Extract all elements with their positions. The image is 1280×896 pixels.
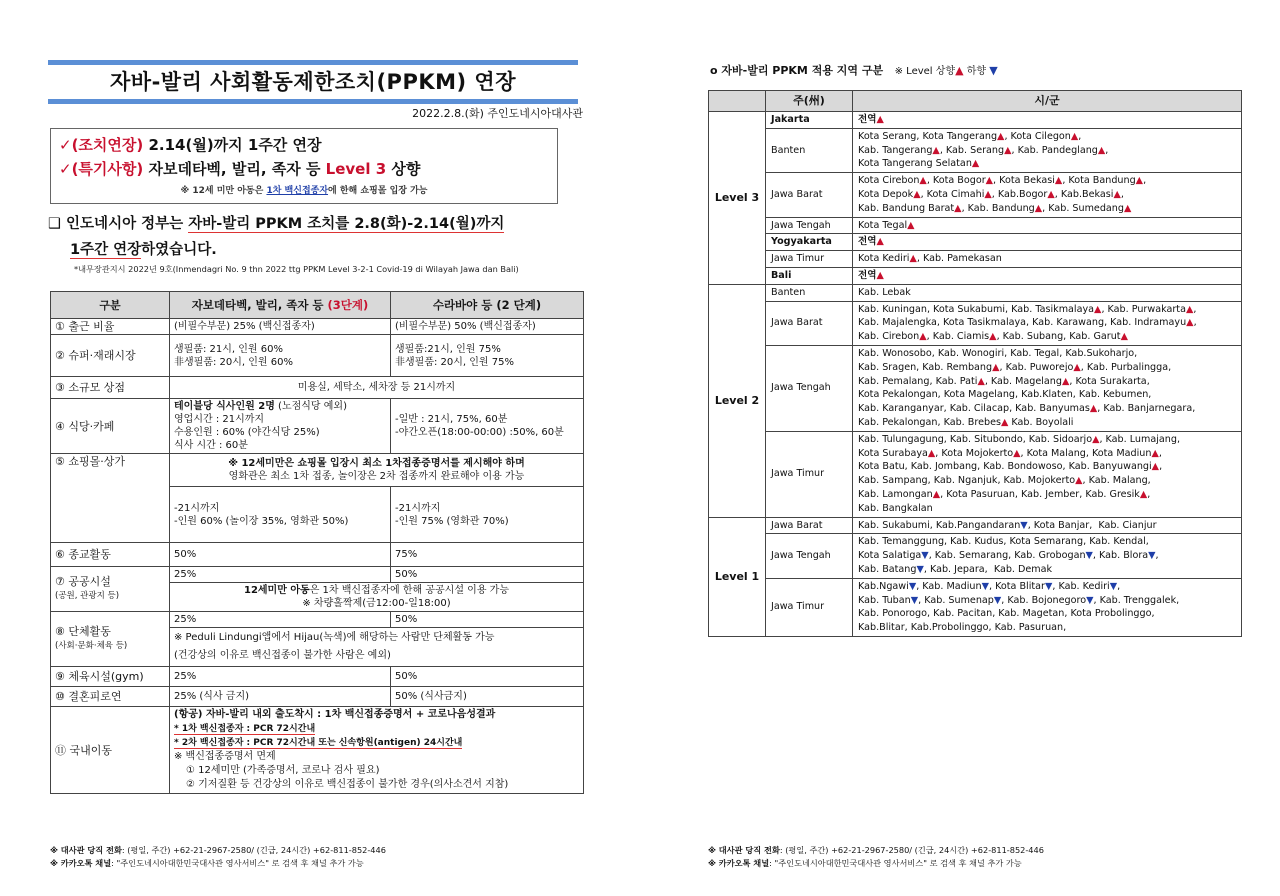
header-city: 시/군 [853,91,1242,112]
row7-n1b: 12세미만 아동 [243,585,310,596]
row2-a2: 非생필품: 20시, 인원 60% [174,356,293,368]
cities-jateng-2: Kab. Wonosobo, Kab. Wonogiri, Kab. Tegal, Kab.Sukoharjo, Kab. Sragen, Kab. Rembang▲, Kab. Puworejo▲, Kab. Purbalingga, Kab. Pemalang, Kab. Pati▲, Kab. Magelang▲, Kota Surakarta, Kota Pekalongan, Kota Magelang, Kab.Klaten, Kab. Kebumen, Kab. Karanganyar, Kab. Cilacap, Kab. Banyumas▲, Kab. Banjarnegara, Kab. Pekalongan, Kab. Brebes▲ Kab. Boyolali [853,345,1242,431]
row-cat-5: ⑤ 쇼핑몰·상가 [51,454,170,543]
row4-b [391,399,584,454]
right-page [708,0,1242,896]
table-row [51,567,584,583]
reference-note: *내무장관지시 2022년 9호(Inmendagri No. 9 thn 2022 ttg PPKM Level 3-2-1 Covid-19 di Wilayah Jawa dan Bali) [74,264,519,274]
left-footer [50,844,386,870]
up-arrow-icon: ▲ [955,64,964,77]
intro-underlined-2: 1주간 연장 [70,242,142,258]
row2-a [170,335,391,377]
row11-l3 [174,736,579,750]
prov-jatim-1: Jawa Timur [766,578,853,636]
title-bottom-rule [48,99,578,104]
row5-a [170,487,391,543]
prov-jabar-3: Jawa Barat [766,173,853,217]
row4-b1: -일반 : 21시, 75%, 60분 [395,414,508,425]
table-row [51,667,584,687]
table-row [709,431,1242,517]
row8-n1: ※ Peduli Lindungi앱에서 Hijau(녹색)에 해당하는 사람만 단체활동 가능 [174,632,495,643]
table-row [51,687,584,707]
row4-a1: 테이블당 식사인원 2명 [174,401,275,412]
left-page [48,0,583,896]
level-1-label: Level 1 [709,517,766,636]
prov-jabar-2: Jawa Barat [766,301,853,345]
table-row [709,517,1242,534]
row4-a3: 수용인원 : 60% (야간식당 25%) [174,427,320,438]
row7-sub: (공원, 관광지 등) [55,591,120,601]
prov-jabar-1: Jawa Barat [766,517,853,534]
row4-a4: 식사 시간 : 60분 [174,440,248,451]
intro-underlined: 자바-발리 PPKM 조치를 2.8(화)-2.14(월)까지 [188,216,505,232]
cities-banten: Kota Serang, Kota Tangerang▲, Kota Cilegon▲, Kab. Tangerang▲, Kab. Serang▲, Kab. Pandeglang▲, Kota Tangerang Selatan▲ [853,128,1242,172]
footer-kakao: : "주인도네시아대한민국대사관 영사서비스" 로 검색 후 채널 추가 가능 [769,858,1022,868]
summary-label-special: ✓(특기사항) [59,160,144,178]
cities-jateng-3: Kota Tegal▲ [853,217,1242,234]
cities-banten-2: Kab. Lebak [853,284,1242,301]
summary-suffix: 상향 [386,160,421,178]
summary-text-extension: 2.14(월)까지 1주간 연장 [143,136,322,154]
row7-a: 25% [170,567,391,583]
row4-b2: -야간오픈(18:00-00:00) :50%, 60분 [395,427,564,438]
row2-b1: 생필품:21시, 인원 75% [395,343,501,355]
row-cat-4: ④ 식당·카페 [51,399,170,454]
table-header-row [51,292,584,319]
row7-n2: ※ 차량홀짝제(금12:00-일18:00) [302,598,451,609]
row11-l1: (항공) 자바-발리 내외 출도착시 : 1차 백신접종증명서 + 코로나음성결과 [174,709,496,720]
row-cat-10: ⑩ 결혼피로연 [51,687,170,707]
row8-b: 50% [391,612,584,628]
row5-top [170,454,584,487]
cities-bali: 전역▲ [853,267,1242,284]
footer-phone: : (평일, 주간) +62-21-2967-2580/ (긴급, 24시간) +62-811-852-446 [121,845,386,855]
footer-phone: : (평일, 주간) +62-21-2967-2580/ (긴급, 24시간) +62-811-852-446 [779,845,1044,855]
footer-phone-label: ※ 대사관 당직 전화 [708,845,780,855]
cities-bali-text: 전역 [858,269,877,281]
page-title: 자바-발리 사회활동제한조치(PPKM) 연장 [110,70,516,94]
row5-top2: 영화관은 최소 1차 접종, 놀이장은 2차 접종까지 완료해야 이용 가능 [228,471,525,482]
prov-jatim-3: Jawa Timur [766,251,853,268]
table-row [709,534,1242,578]
up-arrow-icon: ▲ [876,114,884,125]
summary-text-special: 자보데타벡, 발리, 족자 등 [143,160,326,178]
row4-a [170,399,391,454]
table-row [51,454,584,487]
cities-jabar-2: Kab. Kuningan, Kota Sukabumi, Kab. Tasikmalaya▲, Kab. Purwakarta▲, Kab. Majalengka, Kota Tasikmalaya, Kab. Karawang, Kab. Indramayu▲, Kab. Cirebon▲, Kab. Ciamis▲, Kab. Subang, Kab. Garut▲ [853,301,1242,345]
note-underlined: 1차 백신접종자 [266,186,329,196]
cities-jateng-3-text: Kota Tegal [858,219,908,231]
row5-b2: -인원 75% (영화관 70%) [395,515,509,527]
prov-jateng-3: Jawa Tengah [766,217,853,234]
intro-end: 하였습니다. [141,242,217,258]
cities-jatim-2: Kab. Tulungagung, Kab. Situbondo, Kab. Sidoarjo▲, Kab. Lumajang, Kota Surabaya▲, Kota Mojokerto▲, Kota Malang, Kota Madiun▲, Kota Batu, Kab. Jombang, Kab. Bondowoso, Kab. Banyuwangi▲, Kab. Sampang, Kab. Nganjuk, Kab. Mojokerto▲, Kab. Malang, Kab. Lamongan▲, Kota Pasuruan, Kab. Jember, Kab. Gresik▲, Kab. Bangkalan [853,431,1242,517]
row11-l4: ※ 백신접종증명서 면제 [174,751,276,762]
intro-paragraph [48,211,583,263]
row11-l2-text: * 1차 백신접종자 : PCR 72시간내 [174,724,316,734]
header-level [709,91,766,112]
row7-b: 50% [391,567,584,583]
cities-jatim-1: Kab.Ngawi▼, Kab. Madiun▼, Kota Blitar▼, Kab. Kediri▼, Kab. Tuban▼, Kab. Sumenap▼, Kab. Bojonegoro▼, Kab. Trenggalek, Kab. Ponorogo, Kab. Pacitan, Kab. Magetan, Kota Probolinggo, Kab.Blitar, Kab.Probolinggo, Kab. Pasuruan, [853,578,1242,636]
prov-jateng-2: Jawa Tengah [766,345,853,431]
footer-kakao: : "주인도네시아대한민국대사관 영사서비스" 로 검색 후 채널 추가 가능 [111,858,364,868]
cities-yogya-text: 전역 [858,236,877,248]
table-row [51,543,584,567]
table-row [709,284,1242,301]
row8-sub: (사회·문화·체육 등) [55,641,128,651]
cities-yogya: 전역▲ [853,234,1242,251]
title-block [48,60,578,104]
cities-jateng-1: Kab. Temanggung, Kab. Kudus, Kota Semarang, Kab. Kendal, Kota Salatiga▼, Kab. Semarang, Kab. Grobogan▼, Kab. Blora▼, Kab. Batang▼, Kab. Jepara, Kab. Demak [853,534,1242,578]
row2-b2: 非생필품: 20시, 인원 75% [395,356,514,368]
table-row [709,128,1242,172]
header-level3-red: (3단계) [327,297,369,312]
header-category: 구분 [51,292,170,319]
summary-label-extension: ✓(조치연장) [59,136,144,154]
row-cat-7 [51,567,170,612]
table-row [51,399,584,454]
region-header-note2: 하향 [963,66,990,77]
header-province: 주(州) [766,91,853,112]
prov-jateng-1: Jawa Tengah [766,534,853,578]
cities-jatim-3: Kota Kediri▲, Kab. Pamekasan [853,251,1242,268]
prov-jatim-2: Jawa Timur [766,431,853,517]
table-row [51,377,584,399]
table-row [51,612,584,628]
region-table [708,90,1242,637]
table-row [709,112,1242,129]
row-cat-6: ⑥ 종교활동 [51,543,170,567]
row2-b [391,335,584,377]
table-row [51,707,584,794]
cities-jatim-3-a: Kota Kediri [858,253,910,265]
row5-b [391,487,584,543]
row5-a1: -21시까지 [174,502,220,514]
table-row [709,217,1242,234]
row-cat-3: ③ 소규모 상점 [51,377,170,399]
row7-n1: 은 1차 백신접종자에 한해 공공시설 이용 가능 [309,585,510,596]
region-header-title: o 자바-발리 PPKM 적용 지역 구분 [710,64,884,77]
table-row [709,301,1242,345]
row-cat-9: ⑨ 체육시설(gym) [51,667,170,687]
prov-banten-2: Banten [766,284,853,301]
row10-a: 25% (식사 금지) [170,687,391,707]
row5-a2: -인원 60% (놀이장 35%, 영화관 50%) [174,515,349,527]
measures-table [50,291,584,794]
row1-b: (비필수부문) 50% (백신접종자) [391,319,584,335]
row-cat-2: ② 슈퍼·재래시장 [51,335,170,377]
row5-top1: ※ 12세미만은 쇼핑몰 입장시 최소 1차접종증명서를 제시해야 하며 [228,458,525,469]
region-header [710,62,998,78]
table-row [709,251,1242,268]
row6-a: 50% [170,543,391,567]
region-header-note: ※ Level 상향 [894,66,956,77]
down-arrow-icon: ▼ [989,64,998,77]
row8-n2: (건강상의 이유로 백신접종이 불가한 사람은 예외) [174,650,391,661]
row4-a2: 영업시간 : 21시까지 [174,414,265,425]
row6-b: 75% [391,543,584,567]
row9-b: 50% [391,667,584,687]
summary-line-special [59,157,549,181]
summary-box [50,128,558,204]
footer-kakao-label: ※ 카카오톡 채널 [50,858,112,868]
note-prefix: ※ 12세 미만 아동은 [180,186,267,196]
cities-jakarta [853,112,1242,129]
row2-a1: 생필품: 21시, 인원 60% [174,343,283,355]
prov-jakarta: Jakarta [766,112,853,129]
cities-jatim-3-b: , Kab. Pamekasan [916,253,1002,265]
row-cat-11: ⑪ 국내이동 [51,707,170,794]
row10-b: 50% (식사금지) [391,687,584,707]
cities-jabar-3: Kota Cirebon▲, Kota Bogor▲, Kota Bekasi▲, Kota Bandung▲, Kota Depok▲, Kota Cimahi▲, Kab.Bogor▲, Kab.Bekasi▲, Kab. Bandung Barat▲, Kab. Bandung▲, Kab. Sumedang▲ [853,173,1242,217]
note-suffix: 에 한해 쇼핑몰 입장 가능 [328,186,428,196]
row9-a: 25% [170,667,391,687]
row8-a: 25% [170,612,391,628]
prov-banten: Banten [766,128,853,172]
row7-cat: ⑦ 공공시설 [55,575,111,588]
header-level2: 수라바야 등 (2 단계) [391,292,584,319]
table-row [709,578,1242,636]
right-footer [708,844,1044,870]
table-row [709,345,1242,431]
row7-note [170,583,584,612]
row5-b1: -21시까지 [395,502,441,514]
row11-l5: ① 12세미만 (가족증명서, 코로나 검사 필요) [186,765,380,776]
row-cat-1: ① 출근 비율 [51,319,170,335]
summary-line-extension [59,133,549,157]
intro-bullet: ❑ 인도네시아 정부는 [48,216,189,232]
cities-jakarta-text: 전역 [858,114,877,125]
region-header-row [709,91,1242,112]
table-row [51,319,584,335]
row11-l2 [174,722,579,736]
row8-cat: ⑧ 단체활동 [55,625,111,638]
level-3-label: Level 3 [709,112,766,285]
table-row [51,335,584,377]
footer-phone-label: ※ 대사관 당직 전화 [50,845,122,855]
header-level3-text: 자보데타벡, 발리, 족자 등 [191,297,328,312]
row-cat-8 [51,612,170,667]
row1-a: (비필수부문) 25% (백신접종자) [170,319,391,335]
row8-note [170,628,584,667]
header-level3 [170,292,391,319]
table-row [709,234,1242,251]
cities-jabar-1: Kab. Sukabumi, Kab.Pangandaran▼, Kota Banjar, Kab. Cianjur [853,517,1242,534]
row11-l6: ② 기저질환 등 건강상의 이유로 백신접종이 불가한 경우(의사소견서 지참) [186,779,509,790]
table-row [709,267,1242,284]
row4-a1b: (노점식당 예외) [274,401,347,412]
row11-l3-text: * 2차 백신접종자 : PCR 72시간내 또는 신속항원(antigen) 24시간내 [174,738,463,748]
footer-kakao-label: ※ 카카오톡 채널 [708,858,770,868]
level-2-label: Level 2 [709,284,766,517]
summary-level: Level 3 [325,160,387,178]
prov-bali: Bali [766,267,853,284]
prov-yogya: Yogyakarta [766,234,853,251]
row3-ab: 미용실, 세탁소, 세차장 등 21시까지 [170,377,584,399]
row11-content [170,707,584,794]
issue-date: 2022.2.8.(화) 주인도네시아대사관 [412,107,583,120]
summary-note [59,183,549,196]
table-row [709,173,1242,217]
